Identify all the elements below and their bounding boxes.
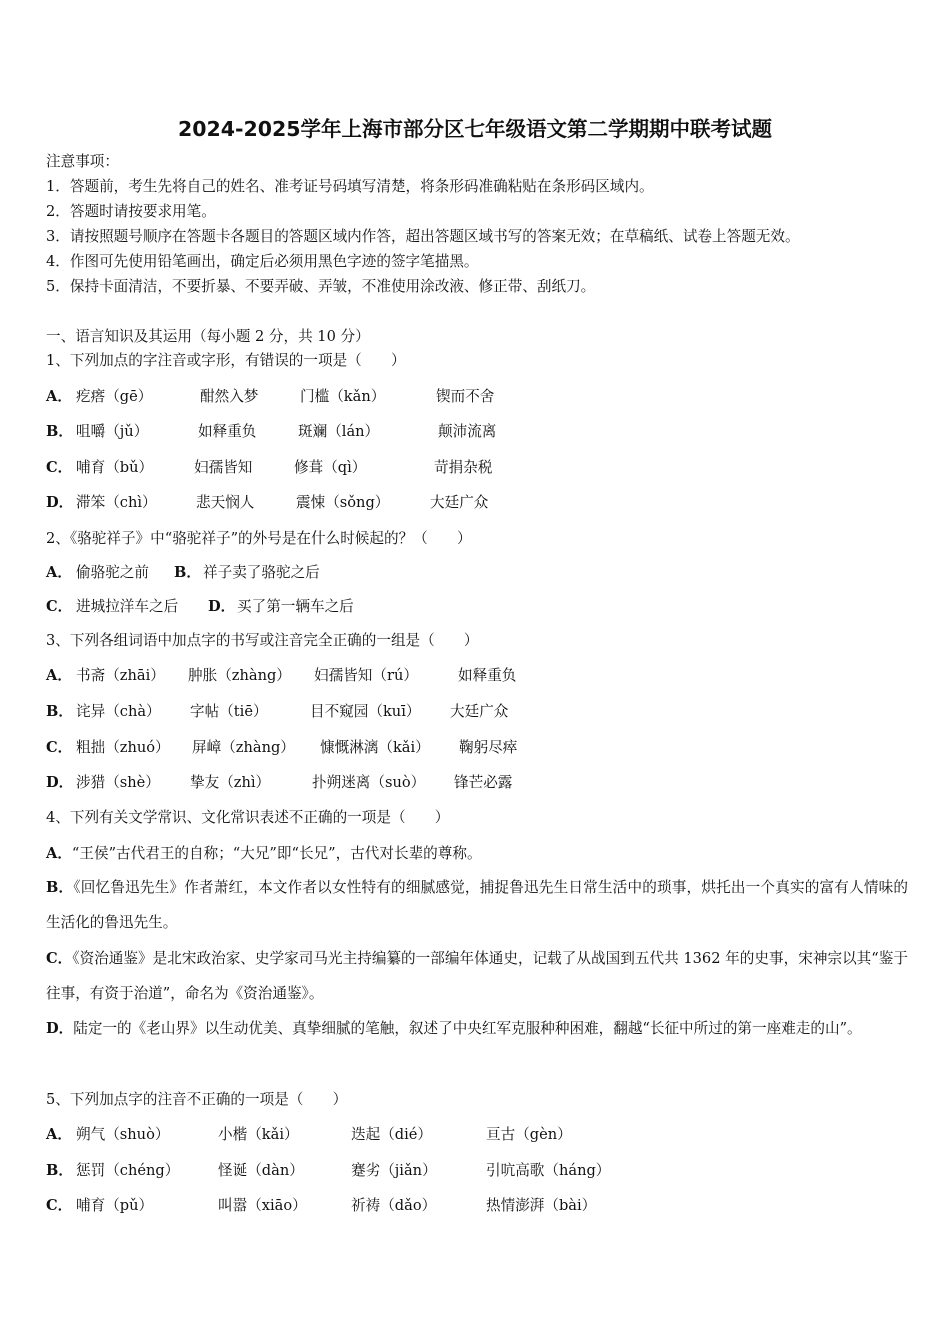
option-label: C． [46, 1197, 73, 1214]
notice-heading: 注意事项： [46, 153, 119, 170]
option-label: B． [174, 564, 201, 581]
option-item: 小楷（kǎi） [218, 1126, 299, 1143]
option-label: A． [46, 667, 72, 684]
option-item: 大廷广众 [430, 494, 489, 511]
question-5-stem: 5、下列加点字的注音不正确的一项是（ ） [46, 1091, 348, 1108]
option-item: 目不窥园（kuī） [310, 703, 421, 720]
option-item: 迭起（dié） [351, 1126, 433, 1143]
option-item: 朔气（shuò） [76, 1126, 170, 1143]
option-label: B． [46, 1162, 73, 1179]
option-item: 叫嚣（xiāo） [218, 1197, 307, 1214]
option-label: B． [46, 703, 73, 720]
option-text: 《资治通鉴》是北宋政治家、史学家司马光主持编纂的一部编年体通史，记载了从战国到五代共 1362 年的史事，宋神宗以其“鉴于往事，有资于治道”，命名为《资治通鉴》。 [46, 950, 908, 1002]
question-2-stem: 2、《骆驼祥子》中“骆驼祥子”的外号是在什么时候起的？（ ） [46, 530, 472, 547]
question-4-option-a [46, 836, 908, 871]
option-item: 扑朔迷离（suò） [312, 774, 426, 791]
section-heading: 一、语言知识及其运用（每小题 2 分，共 10 分） [46, 328, 370, 345]
option-item: 颠沛流离 [438, 423, 497, 440]
page-title: 2024-2025学年上海市部分区七年级语文第二学期期中联考试题 [177, 117, 773, 141]
option-item: 大廷广众 [450, 703, 509, 720]
option-item: 如释重负 [458, 667, 517, 684]
option-item: 引吭高歌（háng） [486, 1162, 611, 1179]
option-item: 哺育（pǔ） [76, 1197, 154, 1214]
option-label: A． [46, 564, 72, 581]
question-4-option-b [46, 870, 908, 940]
option-item: 亘古（gèn） [486, 1126, 572, 1143]
option-item: 咀嚼（jǔ） [76, 423, 149, 440]
option-item: 祈祷（dǎo） [351, 1197, 437, 1214]
question-3-stem: 3、下列各组词语中加点字的书写或注音完全正确的一组是（ ） [46, 632, 479, 649]
option-item: 滞笨（chì） [76, 494, 157, 511]
option-item: 诧异（chà） [76, 703, 161, 720]
option-item: 斑斓（lán） [298, 423, 380, 440]
option-item: 肿胀（zhàng） [188, 667, 291, 684]
option-label: C． [46, 459, 73, 476]
option-item: 粗拙（zhuó） [76, 739, 170, 756]
option-item: 惩罚（chéng） [76, 1162, 180, 1179]
option-label: D． [46, 774, 74, 791]
question-4-option-c [46, 941, 908, 1011]
option-item: 修葺（qì） [294, 459, 367, 476]
question-4-option-d [46, 1011, 908, 1046]
option-item: 蹇劣（jiǎn） [351, 1162, 437, 1179]
option-label: D． [208, 598, 236, 615]
notice-item: 4．作图可先使用铅笔画出，确定后必须用黑色字迹的签字笔描黑。 [46, 253, 479, 270]
option-item: 进城拉洋车之后 [76, 598, 179, 615]
option-item: 疙瘩（gē） [76, 388, 153, 405]
option-item: 慷慨淋漓（kǎi） [320, 739, 430, 756]
option-item: 字帖（tiē） [190, 703, 268, 720]
option-item: 涉猎（shè） [76, 774, 160, 791]
option-text: “王侯”古代君王的自称；“大兄”即“长兄”，古代对长辈的尊称。 [71, 845, 482, 862]
option-item: 妇孺皆知（rú） [314, 667, 418, 684]
notice-item: 3．请按照题号顺序在答题卡各题目的答题区域内作答，超出答题区域书写的答案无效；在草稿纸、试卷上答题无效。 [46, 228, 800, 245]
notice-item: 2．答题时请按要求用笔。 [46, 203, 216, 220]
option-item: 买了第一辆车之后 [237, 598, 354, 615]
option-label: A． [46, 845, 72, 862]
option-item: 挚友（zhì） [190, 774, 271, 791]
option-item: 祥子卖了骆驼之后 [203, 564, 320, 581]
option-item: 怪诞（dàn） [218, 1162, 304, 1179]
question-4-stem: 4、下列有关文学常识、文化常识表述不正确的一项是（ ） [46, 809, 450, 826]
option-item: 书斋（zhāi） [76, 667, 165, 684]
option-label: C． [46, 950, 73, 967]
option-item: 热情澎湃（bài） [486, 1197, 597, 1214]
option-label: D． [46, 494, 74, 511]
option-text: 陆定一的《老山界》以生动优美、真挚细腻的笔触，叙述了中央红军克服种种困难，翻越“长征中所过的第一座难走的山”。 [73, 1020, 862, 1037]
option-item: 锲而不舍 [436, 388, 495, 405]
option-item: 偷骆驼之前 [76, 564, 149, 581]
option-label: A． [46, 388, 72, 405]
option-item: 屏嶂（zhàng） [192, 739, 295, 756]
option-label: A． [46, 1126, 72, 1143]
option-label: B． [46, 879, 74, 896]
option-item: 门槛（kǎn） [300, 388, 386, 405]
notice-item: 1．答题前，考生先将自己的姓名、准考证号码填写清楚，将条形码准确粘贴在条形码区域内。 [46, 178, 654, 195]
option-item: 锋芒必露 [454, 774, 513, 791]
option-item: 悲天悯人 [196, 494, 255, 511]
option-item: 苛捐杂税 [434, 459, 493, 476]
option-label: C． [46, 739, 73, 756]
option-label: D． [46, 1020, 74, 1037]
option-item: 震悚（sǒng） [296, 494, 390, 511]
option-item: 如释重负 [198, 423, 257, 440]
option-item: 哺育（bǔ） [76, 459, 154, 476]
option-item: 妇孺皆知 [194, 459, 253, 476]
option-label: B． [46, 423, 73, 440]
option-item: 酣然入梦 [200, 388, 259, 405]
option-item: 鞠躬尽瘁 [459, 739, 518, 756]
notice-item: 5．保持卡面清洁，不要折暴、不要弄破、弄皱，不准使用涂改液、修正带、刮纸刀。 [46, 278, 596, 295]
option-text: 《回忆鲁迅先生》作者萧红，本文作者以女性特有的细腻感觉，捕捉鲁迅先生日常生活中的琐事，烘托出一个真实的富有人情味的生活化的鲁迅先生。 [46, 879, 908, 931]
option-label: C． [46, 598, 73, 615]
question-1-stem: 1、下列加点的字注音或字形，有错误的一项是（ ） [46, 352, 406, 369]
